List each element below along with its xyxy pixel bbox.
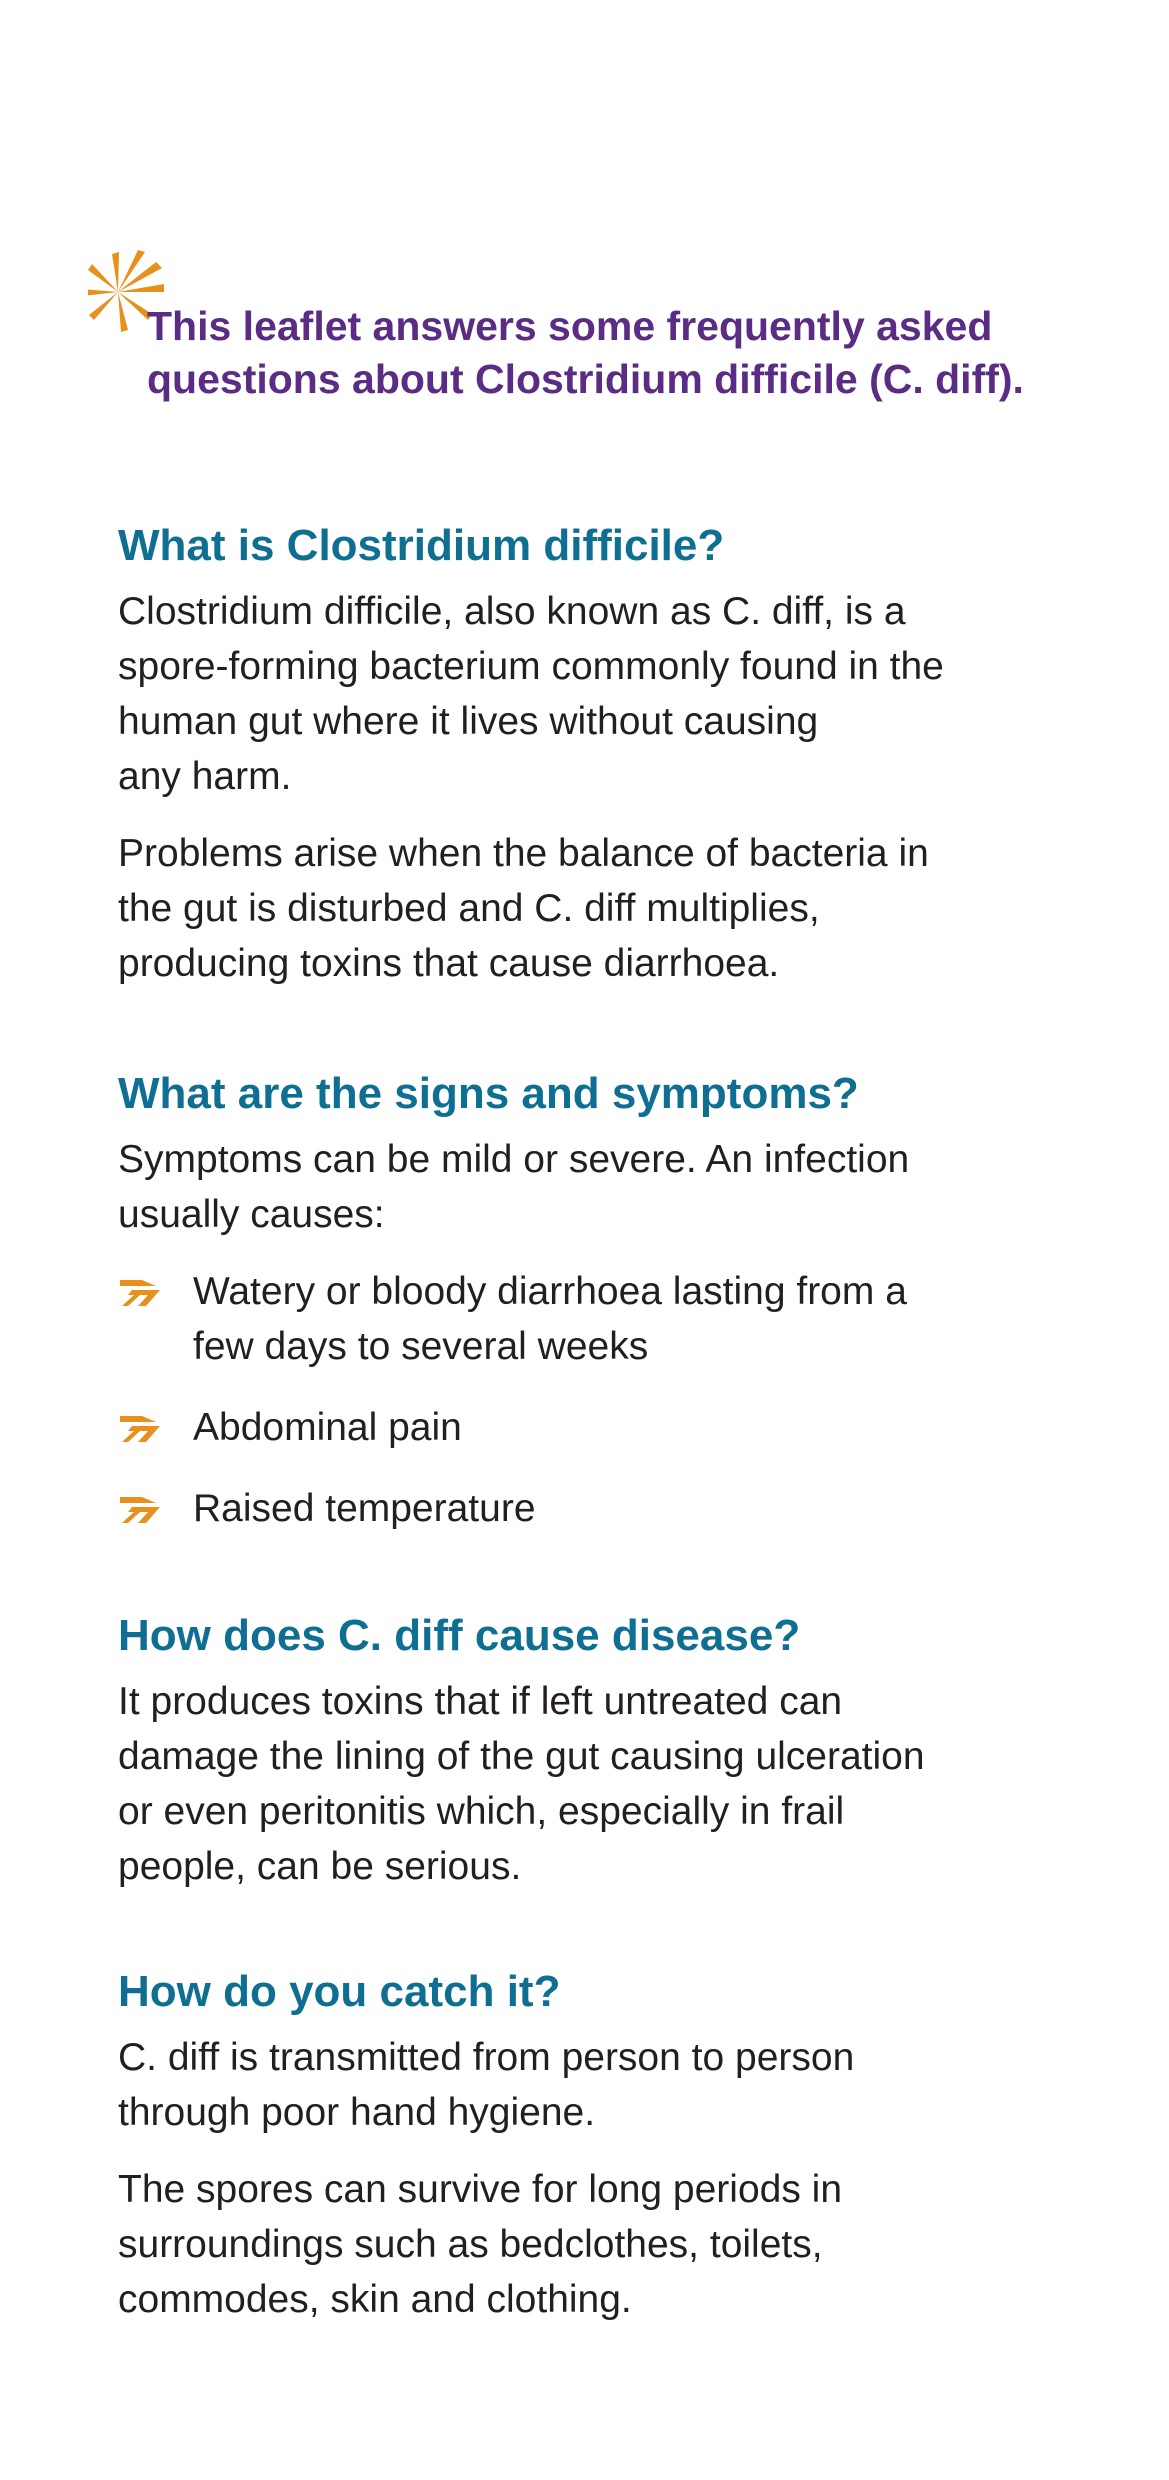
paragraph-line: Clostridium difficile, also known as C. diff, is a: [118, 590, 906, 633]
paragraph-line: usually causes:: [118, 1193, 385, 1236]
section-how-c-diff-causes-disease: [118, 1608, 1078, 1894]
section-heading: How do you catch it?: [118, 1967, 561, 2016]
list-item-line: Raised temperature: [193, 1487, 536, 1530]
section-heading: What are the signs and symptoms?: [118, 1069, 859, 1118]
chevron-arrow-bullet-icon: [118, 1278, 164, 1308]
intro-line: questions about Clostridium difficile (C. diff).: [147, 356, 1024, 402]
symptom-list: [118, 1264, 1078, 1536]
paragraph-line: Problems arise when the balance of bacteria in: [118, 832, 929, 875]
list-item-line: Abdominal pain: [193, 1406, 462, 1449]
section-paragraph: [118, 584, 1078, 804]
paragraph-line: or even peritonitis which, especially in frail: [118, 1790, 845, 1833]
paragraph-line: any harm.: [118, 755, 292, 798]
section-heading: How does C. diff cause disease?: [118, 1611, 801, 1660]
list-item: [118, 1400, 1078, 1455]
section-how-you-catch-it: [118, 1964, 1078, 2327]
list-item: [118, 1481, 1078, 1536]
section-paragraph: [118, 2162, 1078, 2327]
paragraph-line: The spores can survive for long periods in: [118, 2168, 843, 2211]
intro-line: This leaflet answers some frequently asked: [147, 303, 993, 349]
chevron-arrow-bullet-icon: [118, 1495, 164, 1525]
paragraph-line: people, can be serious.: [118, 1845, 522, 1888]
paragraph-line: Symptoms can be mild or severe. An infection: [118, 1138, 910, 1181]
chevron-arrow-bullet-icon: [118, 1414, 164, 1444]
paragraph-line: C. diff is transmitted from person to person: [118, 2036, 855, 2079]
paragraph-line: commodes, skin and clothing.: [118, 2278, 632, 2321]
paragraph-line: damage the lining of the gut causing ulceration: [118, 1735, 925, 1778]
paragraph-line: producing toxins that cause diarrhoea.: [118, 942, 780, 985]
list-item-line: few days to several weeks: [193, 1325, 649, 1368]
paragraph-line: the gut is disturbed and C. diff multiplies,: [118, 887, 820, 930]
paragraph-line: spore-forming bacterium commonly found in the: [118, 645, 944, 688]
section-paragraph: [118, 826, 1078, 991]
list-item-line: Watery or bloody diarrhoea lasting from a: [193, 1270, 907, 1313]
paragraph-line: surroundings such as bedclothes, toilets,: [118, 2223, 823, 2266]
paragraph-line: human gut where it lives without causing: [118, 700, 819, 743]
section-what-is-c-diff: [118, 518, 1078, 991]
section-heading: What is Clostridium difficile?: [118, 521, 725, 570]
list-item: [118, 1264, 1078, 1374]
section-signs-and-symptoms: [118, 1066, 1078, 1562]
paragraph-line: through poor hand hygiene.: [118, 2091, 596, 2134]
paragraph-line: It produces toxins that if left untreated can: [118, 1680, 843, 1723]
intro-statement: [147, 300, 1107, 406]
section-paragraph: [118, 1674, 1078, 1894]
section-paragraph: [118, 2030, 1078, 2140]
section-paragraph: [118, 1132, 1078, 1242]
